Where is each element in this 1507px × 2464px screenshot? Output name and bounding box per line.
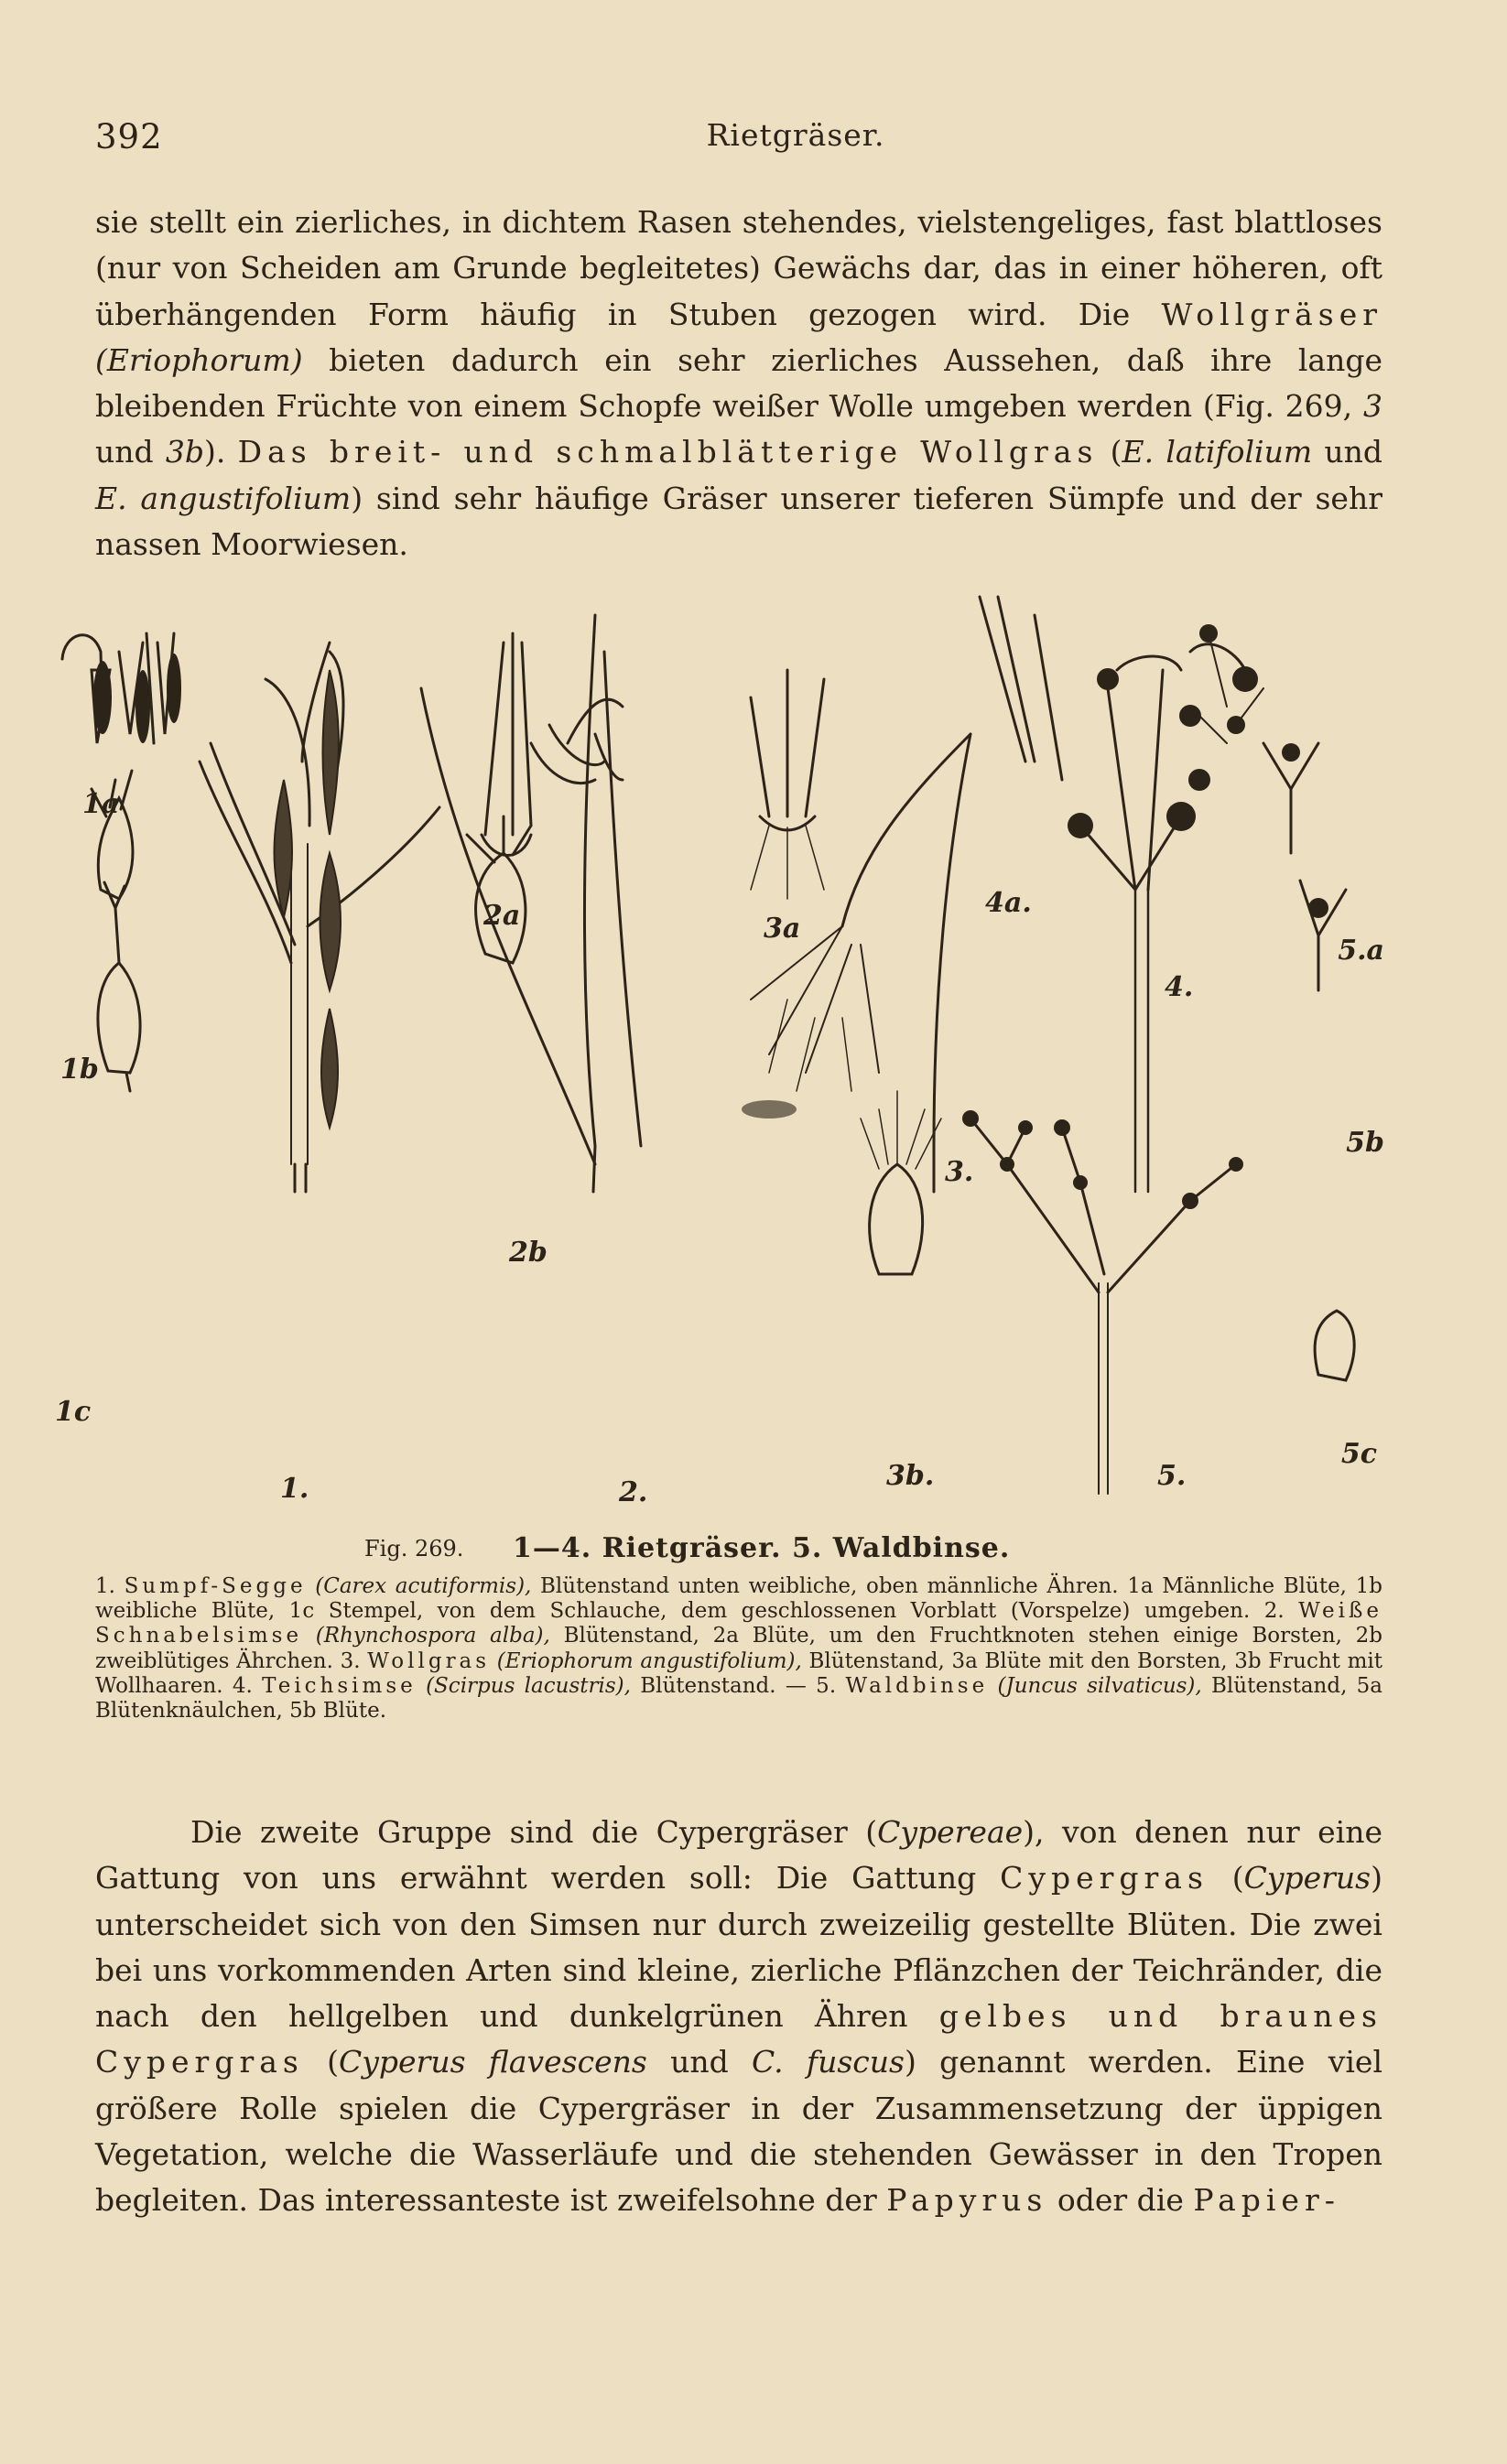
p1-text-1: sie stellt ein zierliches, in dichtem Rasen stehendes, vielstengeliges, fast blattloses (nur von Scheiden am Grunde begleitetes) Gewächs dar, das in einer höheren, oft überhängenden Form häufig in Stuben gezogen wird. Die	[95, 204, 1382, 332]
page-header	[95, 117, 1377, 161]
p1-latin-3: E. angustifolium	[95, 480, 352, 516]
figure-heading	[55, 1532, 1373, 1569]
p2-spaced-term-1: Cypergras	[1000, 1860, 1209, 1897]
illustration-3-eriophorum-fills	[742, 1100, 797, 1119]
label-4a: 4a.	[985, 887, 1032, 919]
label-5c: 5c	[1340, 1438, 1377, 1470]
caption-5-latin: (Juncus silvaticus),	[997, 1673, 1202, 1698]
label-1a: 1a	[82, 788, 120, 820]
label-1c: 1c	[55, 1396, 92, 1428]
label-2: 2.	[619, 1476, 648, 1508]
caption-4-latin: (Scirpus lacustris),	[426, 1673, 631, 1698]
p1-text-5: (	[1098, 434, 1122, 470]
p1-ref-1: 3	[1363, 388, 1382, 425]
p2-text-2: ), von denen nur eine Gattung von uns erwähnt werden soll: Die Gattung	[95, 1814, 1382, 1897]
p1-latin-1: (Eriophorum)	[95, 341, 303, 378]
label-3: 3.	[945, 1156, 974, 1188]
caption-3-name: Wollgras	[367, 1648, 491, 1673]
caption-1: 1.	[95, 1574, 125, 1598]
caption-3-latin: (Eriophorum angustifolium),	[496, 1648, 802, 1673]
caption-2-name: Weiße Schnabelsimse	[95, 1599, 1382, 1648]
p2-latin-1: Cypereae	[877, 1814, 1024, 1850]
p2-text-1: Die zweite Gruppe sind die Cypergräser (	[190, 1814, 878, 1850]
label-2a: 2a	[483, 900, 521, 932]
p1-text-6: und	[1312, 434, 1383, 470]
label-2b: 2b	[509, 1237, 548, 1269]
illustration-5-juncus	[970, 1119, 1236, 1494]
p2-text-3: (	[1208, 1860, 1244, 1897]
label-3a: 3a	[764, 913, 801, 945]
illustration-5c-fruit	[1315, 1311, 1354, 1380]
p1-ref-2: 3b	[165, 434, 204, 470]
illustration-3b-fruit	[861, 1091, 941, 1274]
figure-illustration	[55, 597, 1384, 1512]
p2-text-8: oder die	[1047, 2182, 1194, 2219]
paragraph-1	[95, 200, 1382, 567]
label-1: 1.	[280, 1473, 309, 1505]
p1-spaced-term-2: Das breit- und schmalblätterige Wollgras	[237, 434, 1099, 470]
caption-2-latin: (Rhynchospora alba),	[315, 1624, 550, 1648]
caption-1-latin: (Carex acutiformis),	[315, 1574, 532, 1598]
running-head: Rietgräser.	[706, 117, 885, 153]
caption-1-name: Sumpf-Segge	[124, 1574, 307, 1598]
illustration-5-juncus-fills	[962, 743, 1328, 1209]
caption-5-name: Waldbinse	[845, 1673, 989, 1698]
botanical-figure	[55, 597, 1384, 1512]
illustration-2-rhynchospora	[421, 615, 641, 1192]
p2-spaced-term-3: Papyrus	[886, 2182, 1048, 2219]
p1-spaced-term-1: Wollgräser	[1161, 296, 1382, 332]
label-5: 5.	[1157, 1460, 1187, 1492]
caption-4-name: Teichsimse	[262, 1673, 417, 1698]
caption-2-text: Blütenstand, 2a Blüte, um den Fruchtknoten stehen einige Borsten, 2b zweiblütiges Ährchen. 3.	[95, 1624, 1382, 1673]
illustration-1a-male-flower	[62, 633, 174, 743]
caption-1-text: Blütenstand unten weibliche, oben männliche Ähren. 1a Männliche Blüte, 1b weibliche Blüte, 1c Stempel, von dem Schlauche, dem geschlossenen Vorblatt (Vorspelze) umgeben. 2.	[95, 1574, 1382, 1624]
figure-caption	[95, 1574, 1382, 1724]
p2-text-7: ) genannt werden. Eine viel größere Rolle spielen die Cypergräser in der Zusammensetzung der üppigen Vegetation, welche die Wasserläufe und die stehenden Gewässer in den Tropen begleiten. Das interessanteste ist zweifelsohne der	[95, 2044, 1382, 2219]
p2-text-4: ) unterscheidet sich von den Simsen nur durch zweizeilig gestellte Blüten. Die zwei bei uns vorkommenden Arten sind kleine, zierliche Pflänzchen der Teichränder, die nach den hellgelben und dunkelgrünen Ähren	[95, 1860, 1382, 2035]
caption-3-text: Blütenstand, 3a Blüte mit den Borsten, 3b Frucht mit Wollhaaren. 4.	[95, 1648, 1383, 1698]
illustration-3-eriophorum	[751, 734, 970, 1192]
p1-text-3: und	[95, 434, 166, 470]
illustration-1a-male-flower-fills	[93, 654, 181, 743]
p1-text-2: bieten dadurch ein sehr zierliches Aussehen, daß ihre lange bleibenden Früchte von einem Schopfe weißer Wolle umgeben werden (Fig. 269,	[95, 341, 1382, 425]
label-3b: 3b.	[886, 1460, 935, 1492]
figure-number: Fig. 269.	[364, 1536, 464, 1562]
p2-spaced-term-2: gelbes und braunes Cypergras	[95, 1998, 1382, 2080]
illustration-3a-flower	[751, 670, 824, 899]
p1-text-7: ) sind sehr häufige Gräser unserer tieferen Sümpfe und der sehr nassen Moorwiesen.	[95, 480, 1382, 563]
p1-latin-2: E. latifolium	[1122, 434, 1313, 470]
figure-title: 1—4. Rietgräser. 5. Waldbinse.	[513, 1532, 1011, 1564]
caption-4-text: Blütenstand. — 5.	[630, 1673, 846, 1698]
label-1b: 1b	[60, 1054, 99, 1086]
label-5a: 5.a	[1338, 935, 1384, 967]
p1-text-4: ).	[204, 434, 238, 470]
illustration-2a-flower	[482, 633, 531, 856]
illustration-1c-pistil	[98, 882, 140, 1091]
p2-latin-4: C. fuscus	[752, 2044, 905, 2080]
p2-text-5: (	[303, 2044, 340, 2080]
caption-5-text: Blütenstand, 5a Blütenknäulchen, 5b Blüte.	[95, 1673, 1383, 1724]
label-4: 4.	[1165, 971, 1194, 1003]
p2-latin-3: Cyperus flavescens	[339, 2044, 647, 2080]
p2-text-6: und	[646, 2044, 753, 2080]
p2-latin-2: Cyperus	[1243, 1860, 1371, 1897]
paragraph-2	[95, 1810, 1382, 2224]
label-5b: 5b	[1346, 1127, 1384, 1159]
page-number: 392	[95, 117, 163, 157]
p2-spaced-term-4: Papier-	[1193, 2182, 1340, 2219]
